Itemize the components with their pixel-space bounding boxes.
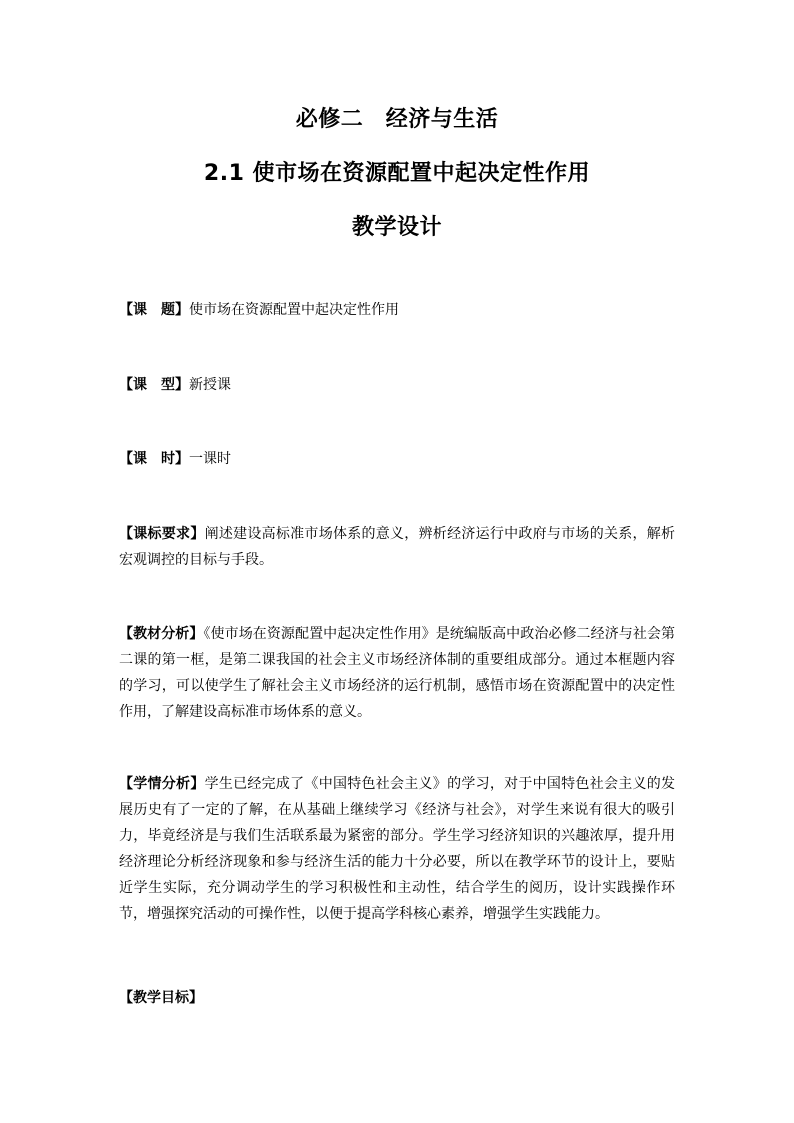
period-section — [119, 446, 675, 472]
material-analysis-label: 【教材分析】 — [119, 626, 204, 642]
student-analysis-label: 【学情分析】 — [119, 776, 205, 792]
objectives-section — [119, 985, 675, 1011]
lesson-type-text: 新授课 — [189, 377, 231, 393]
topic-label: 【课 题】 — [119, 302, 189, 318]
standard-label: 【课标要求】 — [119, 526, 205, 542]
lesson-type-section — [119, 372, 675, 398]
period-text: 一课时 — [189, 451, 231, 467]
material-analysis-text: 《使市场在资源配置中起决定性作用》是统编版高中政治必修二经济与社会第二课的第一框，是第二课我国的社会主义市场经济体制的重要组成部分。通过本框题内容的学习，可以使学生了解社会主义市场经济的运行机制，感悟市场在资源配置中的决定性作用，了解建设高标准市场体系的意义。 — [119, 626, 676, 720]
standard-section — [119, 521, 675, 573]
student-analysis-section — [119, 771, 675, 927]
topic-section — [119, 297, 675, 323]
lesson-title: 2.1 使市场在资源配置中起决定性作用 — [203, 161, 591, 186]
objectives-label: 【教学目标】 — [119, 990, 203, 1006]
standard-text: 阐述建设高标准市场体系的意义，辨析经济运行中政府与市场的关系，解析宏观调控的目标与手段。 — [119, 526, 676, 568]
material-analysis-section — [119, 621, 675, 725]
student-analysis-text: 学生已经完成了《中国特色社会主义》的学习，对于中国特色社会主义的发展历史有了一定的了解，在从基础上继续学习《经济与社会》，对学生来说有很大的吸引力，毕竟经济是与我们生活联系最为紧密的部分。学生学习经济知识的兴趣浓厚，提升用经济理论分析经济现象和参与经济生活的能力十分必要，所以在教学环节的设计上，要贴近学生实际，充分调动学生的学习积极性和主动性，结合学生的阅历，设计实践操作环节，增强探究活动的可操作性，以便于提高学科核心素养，增强学生实践能力。 — [119, 776, 676, 922]
topic-text: 使市场在资源配置中起决定性作用 — [189, 302, 399, 318]
period-label: 【课 时】 — [119, 451, 189, 467]
course-title: 必修二 经济与生活 — [295, 107, 499, 132]
lesson-type-label: 【课 型】 — [119, 377, 189, 393]
document-type-title: 教学设计 — [351, 215, 442, 240]
